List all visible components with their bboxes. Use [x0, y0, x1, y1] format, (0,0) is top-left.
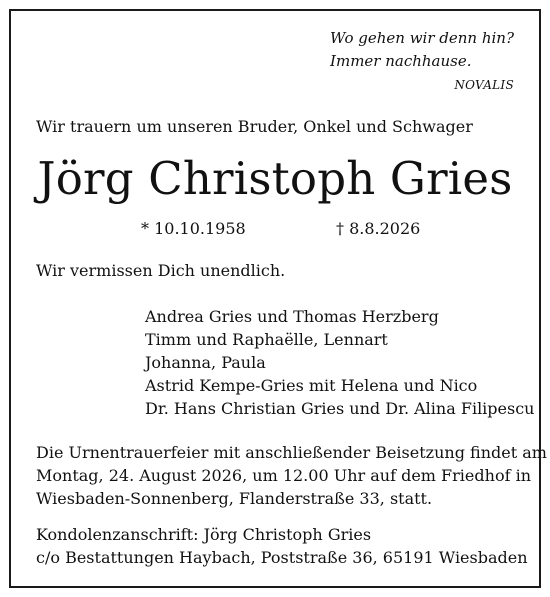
- mourner-line: Johanna, Paula: [145, 353, 266, 372]
- motto-line-1: Wo gehen wir denn hin?: [330, 29, 514, 47]
- ceremony-line: Die Urnentrauerfeier mit anschließender Beisetzung findet am: [36, 443, 547, 462]
- condolence-address: [36, 523, 528, 569]
- motto-line-2: Immer nachhause.: [330, 52, 472, 70]
- mourner-line: Astrid Kempe-Gries mit Helena und Nico: [145, 376, 478, 395]
- address-line: c/o Bestattungen Haybach, Poststraße 36, 65191 Wiesbaden: [36, 548, 528, 567]
- deceased-name: Jörg Christoph Gries: [37, 152, 513, 205]
- mourner-line: Andrea Gries und Thomas Herzberg: [145, 307, 439, 326]
- ceremony-line: Montag, 24. August 2026, um 12.00 Uhr auf dem Friedhof in: [36, 466, 531, 485]
- farewell-text: Wir vermissen Dich unendlich.: [36, 261, 286, 280]
- mourners-list: [145, 305, 534, 420]
- mourner-line: Timm und Raphaëlle, Lennart: [145, 330, 388, 349]
- motto-author: NOVALIS: [454, 78, 514, 92]
- intro-text: Wir trauern um unseren Bruder, Onkel und Schwager: [36, 117, 473, 136]
- ceremony-line: Wiesbaden-Sonnenberg, Flanderstraße 33, statt.: [36, 489, 433, 508]
- birth-date: * 10.10.1958: [141, 219, 246, 238]
- death-date: † 8.8.2026: [336, 219, 421, 238]
- mourner-line: Dr. Hans Christian Gries und Dr. Alina Filipescu: [145, 399, 535, 418]
- address-line: Kondolenzanschrift: Jörg Christoph Gries: [36, 525, 372, 544]
- ceremony-info: [36, 441, 547, 510]
- motto-quote: [330, 27, 514, 97]
